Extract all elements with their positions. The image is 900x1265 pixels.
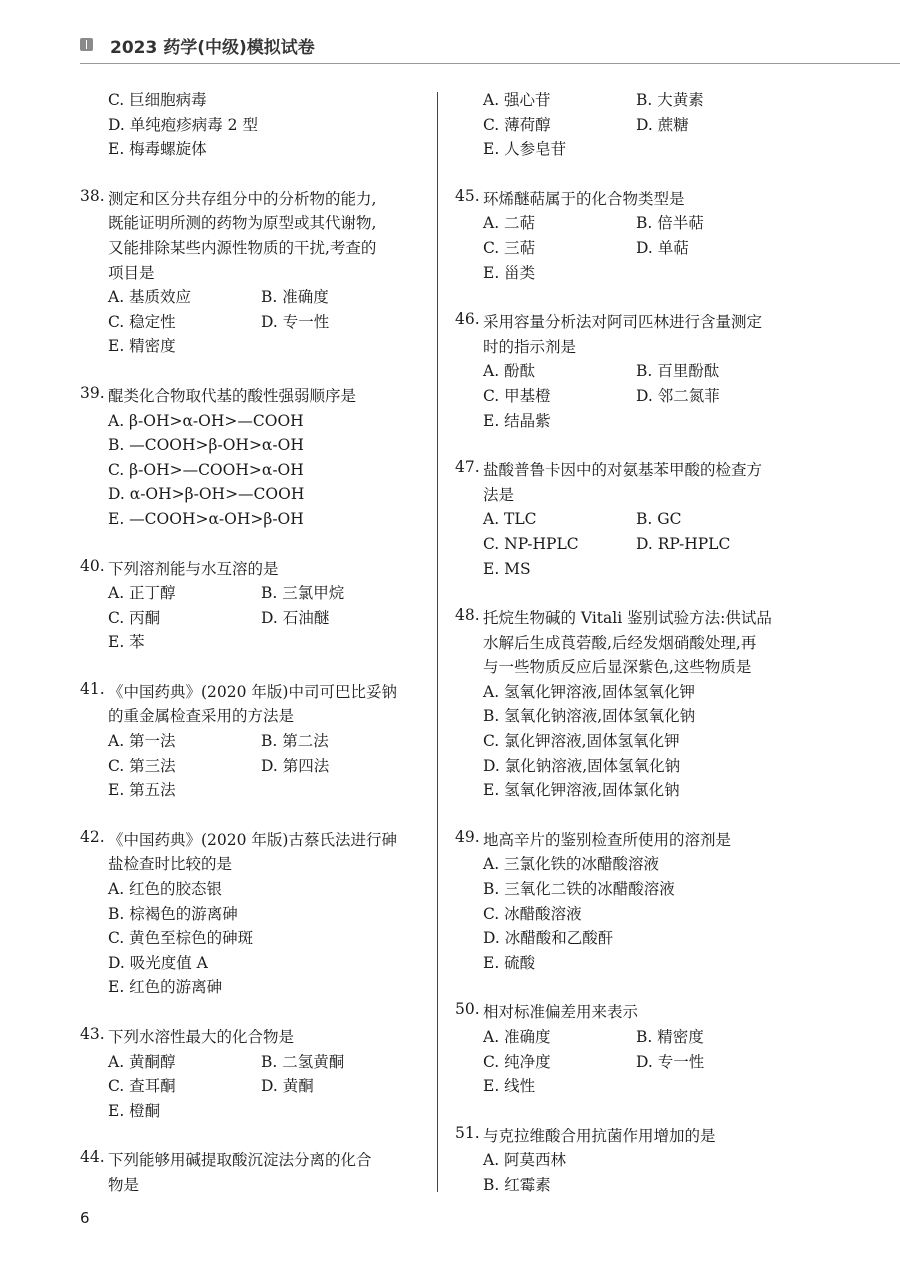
option: B. 三氯甲烷 <box>261 584 345 603</box>
question-stem <box>80 828 425 877</box>
question <box>455 828 815 976</box>
option-row <box>483 261 815 286</box>
option: B. 棕褐色的游离砷 <box>108 904 238 923</box>
option-row <box>108 729 425 754</box>
option: B. 倍半萜 <box>636 214 704 233</box>
question-number: 46. <box>455 310 480 329</box>
options <box>455 852 815 975</box>
option-row <box>483 1050 815 1075</box>
stem-line: 法是 <box>483 485 515 504</box>
option-row <box>483 951 815 976</box>
option: A. 强心苷 <box>483 91 551 109</box>
question <box>455 606 815 803</box>
option: C. 第三法 <box>108 756 176 775</box>
question-text <box>483 187 815 212</box>
options <box>455 211 815 285</box>
page-number: 6 <box>80 1209 90 1227</box>
question-text <box>108 1025 425 1050</box>
option-row <box>108 877 425 902</box>
stem-line: 的重金属检查采用的方法是 <box>108 707 295 726</box>
option-row <box>108 482 425 507</box>
option: C. 纯净度 <box>483 1052 551 1071</box>
option-row <box>483 359 815 384</box>
option: E. 第五法 <box>108 781 176 800</box>
option: E. 红色的游离砷 <box>108 978 223 997</box>
option-row <box>483 1173 815 1198</box>
question-number: 40. <box>80 556 105 575</box>
option-row <box>108 310 425 335</box>
option-row <box>483 409 815 434</box>
option: A. 正丁醇 <box>108 584 176 603</box>
option: E. 苯 <box>108 633 145 652</box>
question <box>80 384 425 532</box>
option: D. 冰醋酸和乙酸酐 <box>483 929 614 948</box>
option: A. 红色的胶态银 <box>108 880 223 899</box>
option: D. α-OH>β-OH>—COOH <box>108 485 305 504</box>
question-text <box>108 557 425 582</box>
question-stem <box>455 606 815 680</box>
option-row <box>483 532 815 557</box>
column-divider <box>437 92 438 1192</box>
option-row <box>108 902 425 927</box>
option: E. 氢氧化钾溶液,固体氯化钠 <box>483 781 680 800</box>
option-row <box>108 754 425 779</box>
question-number: 51. <box>455 1123 480 1142</box>
stem-line: 时的指示剂是 <box>483 337 577 356</box>
option: C. 巨细胞病毒 <box>108 91 207 109</box>
question-text <box>483 606 815 680</box>
option: E. 人参皂苷 <box>483 140 567 159</box>
options <box>80 729 425 803</box>
option: B. 百里酚酞 <box>636 362 720 381</box>
option-row <box>108 778 425 803</box>
question-stem <box>80 557 425 582</box>
option: B. 三氧化二铁的冰醋酸溶液 <box>483 880 675 899</box>
question <box>80 680 425 803</box>
option: D. 第四法 <box>261 756 330 775</box>
stem-line: 相对标准偏差用来表示 <box>483 1003 639 1022</box>
question-text <box>483 458 815 507</box>
option-row <box>108 606 425 631</box>
stem-line: 水解后生成莨菪酸,后经发烟硝酸处理,再 <box>483 633 757 652</box>
option-row <box>108 88 425 113</box>
option-row <box>108 581 425 606</box>
question-text <box>483 1000 815 1025</box>
option: B. 二氢黄酮 <box>261 1052 345 1071</box>
stem-line: 项目是 <box>108 263 155 282</box>
question-text <box>108 1148 425 1197</box>
option-row <box>108 1074 425 1099</box>
stem-line: 盐检查时比较的是 <box>108 855 233 874</box>
option: D. 专一性 <box>636 1052 705 1071</box>
question <box>80 1148 425 1197</box>
stem-line: 采用容量分析法对阿司匹林进行含量测定 <box>483 313 763 332</box>
option: E. —COOH>α-OH>β-OH <box>108 509 304 528</box>
question-stem <box>455 458 815 507</box>
question <box>455 310 815 433</box>
options <box>80 1050 425 1124</box>
option-row <box>483 729 815 754</box>
options <box>455 680 815 803</box>
option: D. 石油醚 <box>261 608 330 627</box>
option: D. 黄酮 <box>261 1077 314 1096</box>
option-row <box>483 384 815 409</box>
option-row <box>108 951 425 976</box>
option: B. 红霉素 <box>483 1175 551 1194</box>
question-stem <box>80 187 425 285</box>
option-row <box>483 754 815 779</box>
option-row <box>483 926 815 951</box>
stem-line: 与克拉维酸合用抗菌作用增加的是 <box>483 1126 716 1145</box>
option-row <box>483 704 815 729</box>
option: B. 氢氧化钠溶液,固体氢氧化钠 <box>483 707 696 726</box>
right-column <box>455 88 815 1223</box>
option-row <box>483 507 815 532</box>
option: D. 专一性 <box>261 312 330 331</box>
stem-line: 既能证明所测的药物为原型或其代谢物, <box>108 214 377 233</box>
stem-line: 盐酸普鲁卡因中的对氨基苯甲酸的检查方 <box>483 461 763 480</box>
option: C. NP-HPLC <box>483 534 579 553</box>
question-number: 41. <box>80 679 105 698</box>
option-row <box>108 975 425 1000</box>
option: A. 三氯化铁的冰醋酸溶液 <box>483 855 660 874</box>
option-row <box>483 137 815 162</box>
option-row <box>483 211 815 236</box>
question-number: 39. <box>80 383 105 402</box>
option-row <box>108 137 425 162</box>
option-row <box>483 680 815 705</box>
stem-line: 下列能够用碱提取酸沉淀法分离的化合 <box>108 1151 372 1170</box>
question <box>80 187 425 359</box>
stem-line: 托烷生物碱的 Vitali 鉴别试验方法:供试品 <box>483 609 772 628</box>
question-text <box>483 828 815 853</box>
option: A. 阿莫西林 <box>483 1151 567 1170</box>
question-stem <box>80 384 425 409</box>
question <box>80 828 425 1000</box>
option: D. 单纯疱疹病毒 2 型 <box>108 115 258 134</box>
option: A. 氢氧化钾溶液,固体氢氧化钾 <box>483 682 695 701</box>
question <box>80 88 425 162</box>
stem-line: 与一些物质反应后显深紫色,这些物质是 <box>483 658 752 677</box>
option: D. 蔗糖 <box>636 115 689 134</box>
header-title: 2023 药学(中级)模拟试卷 <box>110 38 315 58</box>
stem-line: 物是 <box>108 1175 140 1194</box>
header-rule <box>80 63 900 64</box>
option: C. 黄色至棕色的砷斑 <box>108 929 254 948</box>
option: A. 酚酞 <box>483 362 536 381</box>
question-number: 44. <box>80 1148 105 1167</box>
question <box>455 88 815 162</box>
option-row <box>483 557 815 582</box>
question <box>80 557 425 655</box>
option: D. 吸光度值 A <box>108 953 208 972</box>
stem-line: 下列溶剂能与水互溶的是 <box>108 559 279 578</box>
question <box>80 1025 425 1123</box>
question-text <box>108 828 425 877</box>
stem-line: 地高辛片的鉴别检查所使用的溶剂是 <box>483 830 732 849</box>
question-number: 43. <box>80 1025 105 1043</box>
options <box>80 88 425 162</box>
question <box>455 1124 815 1198</box>
option-row <box>108 458 425 483</box>
option: C. 丙酮 <box>108 608 161 627</box>
option-row <box>483 778 815 803</box>
question-number: 50. <box>455 1000 480 1019</box>
option: A. 黄酮醇 <box>108 1052 176 1071</box>
option: B. —COOH>β-OH>α-OH <box>108 436 304 455</box>
option: B. 精密度 <box>636 1028 704 1046</box>
option: E. 硫酸 <box>483 953 536 972</box>
option: E. 甾类 <box>483 263 536 282</box>
option: C. 查耳酮 <box>108 1077 176 1096</box>
stem-line: 《中国药典》(2020 年版)古蔡氏法进行砷 <box>108 830 397 849</box>
question-number: 48. <box>455 606 480 625</box>
stem-line: 又能排除某些内源性物质的干扰,考查的 <box>108 238 377 257</box>
option: A. TLC <box>483 510 537 529</box>
option-row <box>108 285 425 310</box>
question-number: 42. <box>80 827 105 846</box>
question-stem <box>455 828 815 853</box>
question-stem <box>455 310 815 359</box>
options <box>455 507 815 581</box>
option: B. 准确度 <box>261 288 329 307</box>
option: A. 基质效应 <box>108 288 192 307</box>
option: E. 结晶紫 <box>483 411 551 430</box>
option: C. 甲基橙 <box>483 386 551 405</box>
question-stem <box>80 1148 425 1197</box>
option: D. 邻二氮菲 <box>636 386 720 405</box>
option: E. 橙酮 <box>108 1101 161 1120</box>
question-text <box>483 310 815 359</box>
option: C. 薄荷醇 <box>483 115 551 134</box>
question-text <box>483 1124 815 1149</box>
option-row <box>483 1025 815 1050</box>
question-stem <box>80 680 425 729</box>
option-row <box>483 852 815 877</box>
stem-line: 《中国药典》(2020 年版)中司可巴比妥钠 <box>108 682 397 701</box>
question-number: 38. <box>80 186 105 205</box>
option-row <box>483 902 815 927</box>
page-header <box>0 0 900 64</box>
question-number: 47. <box>455 458 480 477</box>
question-stem <box>80 1025 425 1050</box>
option: D. 氯化钠溶液,固体氢氧化钠 <box>483 756 681 775</box>
option-row <box>108 1050 425 1075</box>
option: E. 精密度 <box>108 337 176 356</box>
stem-line: 醌类化合物取代基的酸性强弱顺序是 <box>108 386 357 405</box>
question-stem <box>455 1124 815 1149</box>
option: A. 准确度 <box>483 1028 551 1046</box>
question <box>455 187 815 285</box>
question-number: 49. <box>455 827 480 846</box>
option-row <box>108 409 425 434</box>
options <box>80 877 425 1000</box>
option-row <box>483 113 815 138</box>
options <box>455 1148 815 1197</box>
option-row <box>108 113 425 138</box>
book-icon <box>80 38 93 51</box>
question-stem <box>455 187 815 212</box>
option-row <box>483 88 815 113</box>
stem-line: 环烯醚萜属于的化合物类型是 <box>483 189 685 208</box>
option: B. GC <box>636 510 682 529</box>
options <box>80 409 425 532</box>
options <box>80 581 425 655</box>
question-text <box>108 680 425 729</box>
question <box>455 458 815 581</box>
question-stem <box>455 1000 815 1025</box>
option: C. 三萜 <box>483 238 536 257</box>
option: B. 大黄素 <box>636 91 704 109</box>
option-row <box>483 236 815 261</box>
option: E. MS <box>483 559 531 578</box>
options <box>80 285 425 359</box>
question-text <box>108 384 425 409</box>
option: A. 第一法 <box>108 732 176 751</box>
options <box>455 1025 815 1099</box>
stem-line: 下列水溶性最大的化合物是 <box>108 1028 295 1046</box>
option-row <box>108 334 425 359</box>
option: E. 梅毒螺旋体 <box>108 140 207 159</box>
option: B. 第二法 <box>261 732 329 751</box>
option: C. 氯化钾溶液,固体氢氧化钾 <box>483 732 680 751</box>
option: D. 单萜 <box>636 238 689 257</box>
option: A. β-OH>α-OH>—COOH <box>108 411 304 430</box>
option: C. 冰醋酸溶液 <box>483 904 582 923</box>
options <box>455 88 815 162</box>
option-row <box>108 630 425 655</box>
stem-line: 测定和区分共存组分中的分析物的能力, <box>108 189 377 208</box>
question-number: 45. <box>455 186 480 205</box>
option-row <box>108 1099 425 1124</box>
option: D. RP-HPLC <box>636 534 731 553</box>
option-row <box>483 877 815 902</box>
option-row <box>108 433 425 458</box>
question-text <box>108 187 425 285</box>
option: C. 稳定性 <box>108 312 176 331</box>
option: A. 二萜 <box>483 214 536 233</box>
option: C. β-OH>—COOH>α-OH <box>108 460 304 479</box>
option-row <box>483 1074 815 1099</box>
option-row <box>108 507 425 532</box>
option-row <box>108 926 425 951</box>
left-column <box>80 88 425 1223</box>
options <box>455 359 815 433</box>
option-row <box>483 1148 815 1173</box>
question <box>455 1000 815 1098</box>
option: E. 线性 <box>483 1077 536 1096</box>
